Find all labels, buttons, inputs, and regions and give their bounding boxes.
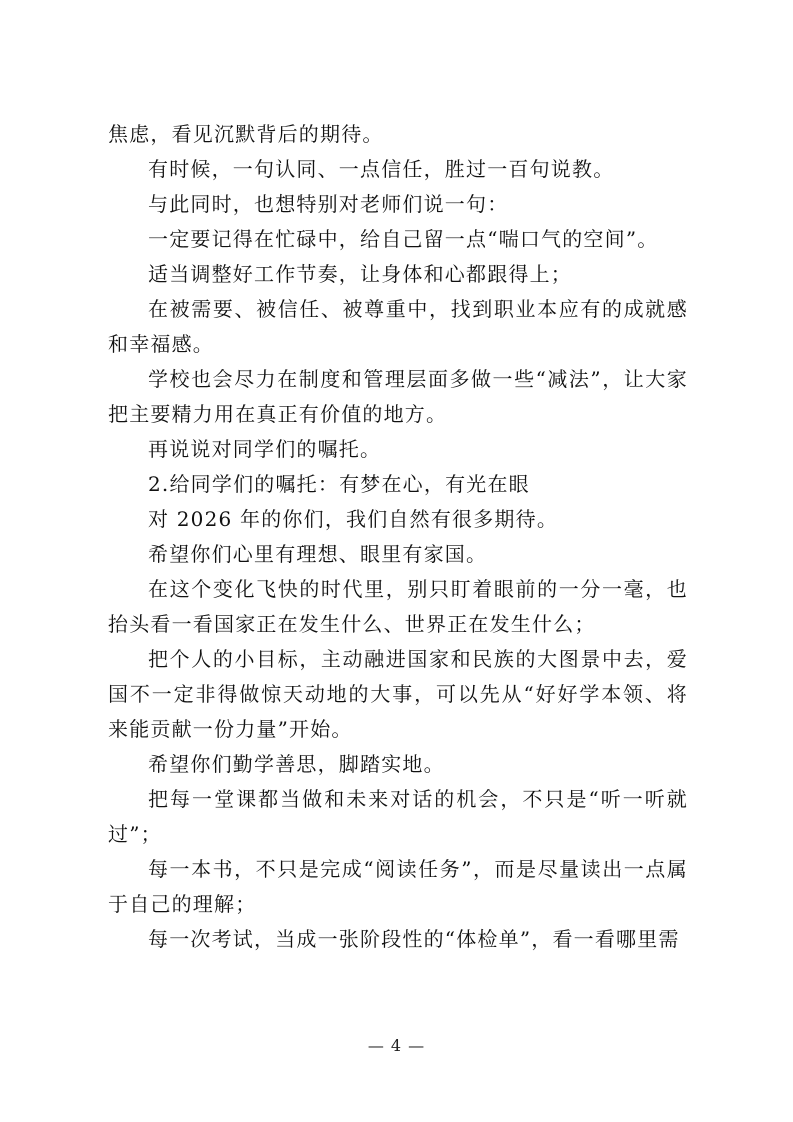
- paragraph: 适当调整好工作节奏，让身体和心都跟得上；: [148, 262, 572, 286]
- paragraph-continuation: 焦虑，看见沉默背后的期待。: [108, 122, 384, 146]
- paragraph: 与此同时，也想特别对老师们说一句：: [148, 192, 509, 216]
- paragraph: 把每一堂课都当做和未来对话的机会，不只是“听一听就过”；: [108, 787, 688, 846]
- paragraph: 在这个变化飞快的时代里，别只盯着眼前的一分一毫，也抬头看一看国家正在发生什么、世界正在发生什么；: [108, 577, 688, 636]
- paragraph: 希望你们心里有理想、眼里有家国。: [148, 542, 488, 566]
- paragraph: 每一次考试，当成一张阶段性的“体检单”，看一看哪里需: [148, 927, 680, 951]
- section-heading: 2.给同学们的嘱托：有梦在心，有光在眼: [148, 472, 530, 496]
- page-number: — 4 —: [367, 1036, 426, 1055]
- paragraph: 一定要记得在忙碌中，给自己留一点“喘口气的空间”。: [148, 227, 659, 251]
- paragraph: 有时候，一句认同、一点信任，胜过一百句说教。: [148, 157, 615, 181]
- paragraph: 学校也会尽力在制度和管理层面多做一些“减法”，让大家把主要精力用在真正有价值的地方。: [108, 367, 688, 426]
- paragraph: 每一本书，不只是完成“阅读任务”，而是尽量读出一点属于自己的理解；: [108, 857, 688, 916]
- paragraph: 再说说对同学们的嘱托。: [148, 437, 382, 461]
- paragraph: 对 2026 年的你们，我们自然有很多期待。: [148, 507, 559, 531]
- paragraph: 把个人的小目标，主动融进国家和民族的大图景中去，爱国不一定非得做惊天动地的大事，可以先从“好好学本领、将来能贡献一份力量”开始。: [108, 647, 688, 741]
- paragraph: 希望你们勤学善思，脚踏实地。: [148, 752, 445, 776]
- paragraph: 在被需要、被信任、被尊重中，找到职业本应有的成就感和幸福感。: [108, 297, 688, 356]
- body-text: [108, 117, 688, 957]
